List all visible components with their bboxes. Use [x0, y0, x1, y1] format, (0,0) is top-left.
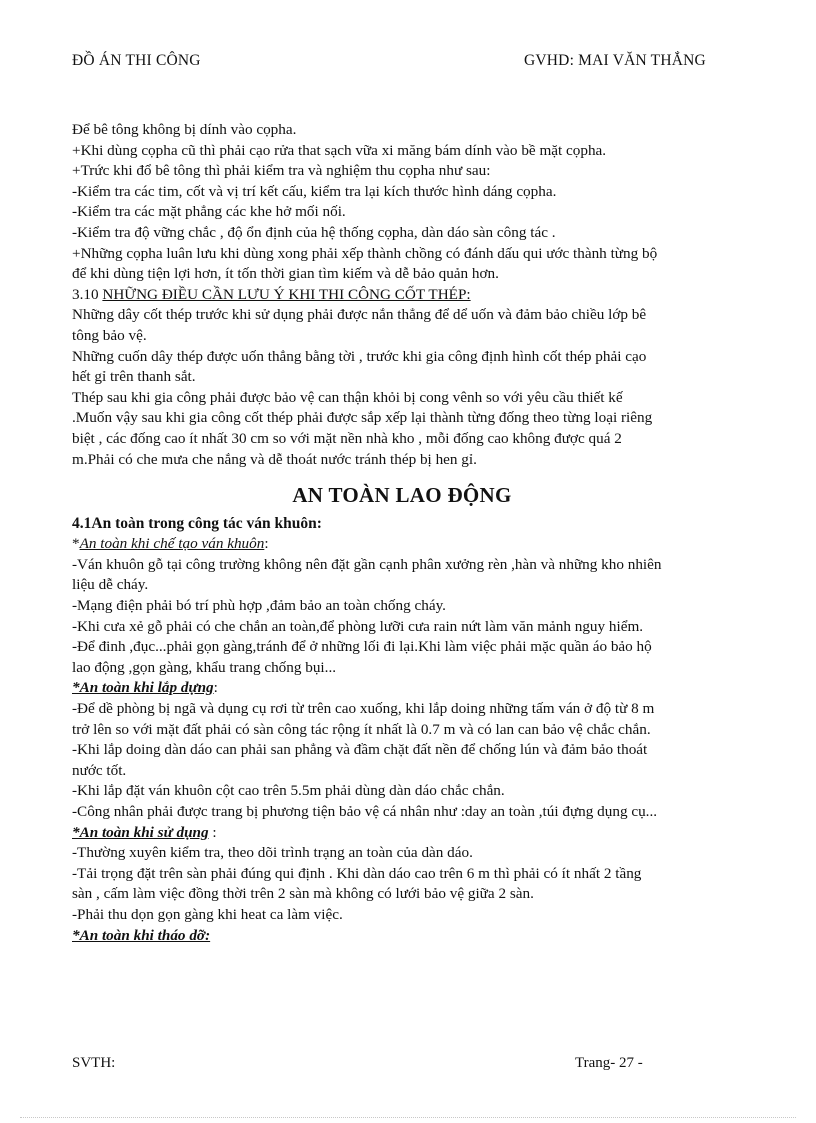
- text-line: Thép sau khi gia công phải được bảo vệ can thận khỏi bị cong vênh so với yêu cầu thiết kế: [72, 388, 623, 406]
- text-line: -Khi lắp doing dàn dáo can phải san phẳng và đầm chặt đất nền để chống lún và đảm bảo thoát: [72, 741, 648, 759]
- section-heading: [72, 285, 732, 306]
- section-formwork: [72, 120, 732, 285]
- text-line: Những dây cốt thép trước khi sử dụng phải được nắn thẳng để dể uốn và đảm bảo chiều lớp bê: [72, 306, 647, 324]
- section-number: 3.10: [72, 285, 103, 303]
- text-line: .Muốn vậy sau khi gia công cốt thép phải được sắp xếp lại thành từng đống theo từng loại riêng: [72, 409, 653, 427]
- text-line: Những cuốn dây thép được uốn thẳng bằng tời , trước khi gia công định hình cốt thép phải cạo: [72, 347, 647, 365]
- text-line: lao động ,gọn gàng, khẩu trang chống bụi...: [72, 658, 337, 676]
- text-line: biệt , các đống cao ít nhất 30 cm so với mặt nền nhà kho , mỗi đống cao không được quá 2: [72, 429, 622, 447]
- item-label-dismantle: *An toàn khi tháo dỡ:: [72, 926, 211, 944]
- item-label-install: *An toàn khi lắp dựng:: [72, 679, 218, 697]
- text-line: tông bảo vệ.: [72, 326, 147, 344]
- text-line: -Ván khuôn gỗ tại công trường không nên đặt gần cạnh phân xưởng rèn ,hàn và những kho nhiên: [72, 555, 662, 573]
- section-steel: [72, 285, 732, 470]
- section-heading-text: NHỮNG ĐIỀU CẦN LƯU Ý KHI THI CÔNG CỐT THÉP:: [102, 285, 471, 303]
- header-right: GVHD: MAI VĂN THẮNG: [524, 52, 706, 69]
- text-line: để khi dùng tiện lợi hơn, ít tốn thời gian tìm kiếm và dễ bảo quản hơn.: [72, 265, 499, 283]
- text-line: -Mạng điện phải bó trí phù hợp ,đảm bảo an toàn chống cháy.: [72, 597, 446, 615]
- text-line: -Phải thu dọn gọn gàng khi heat ca làm việc.: [72, 905, 343, 923]
- subheading: 4.1An toàn trong công tác ván khuôn:: [72, 514, 322, 532]
- text-line: nước tốt.: [72, 761, 127, 779]
- footer-left: SVTH:: [72, 1055, 116, 1071]
- text-line: -Công nhân phải được trang bị phương tiện bảo vệ cá nhân như :day an toàn ,túi đựng dụng cụ...: [72, 803, 658, 820]
- text-line: -Thường xuyên kiểm tra, theo dõi trình trạng an toàn của dàn dáo.: [72, 844, 473, 862]
- text-line: -Để đinh ,đục...phải gọn gàng,tránh để ở những lối đi lại.Khi làm việc phải mặc quần áo bảo hộ: [72, 638, 652, 656]
- page-bottom-rule: [20, 1117, 796, 1118]
- text-line: +Khi dùng cọpha cũ thì phải cạo rửa that sạch vữa xi măng bám dính vào bề mặt cọpha.: [72, 141, 607, 159]
- text-line: m.Phải có che mưa che nắng và dễ thoát nước tránh thép bị hen gỉ.: [72, 450, 477, 468]
- page-number: Trang- 27 -: [575, 1055, 643, 1071]
- text-line: -Khi lắp đặt ván khuôn cột cao trên 5.5m phải dùng dàn dáo chắc chắn.: [72, 782, 505, 800]
- text-line: sàn , cấm làm việc đồng thời trên 2 sàn mà không có lưới bảo vệ giữa 2 sàn.: [72, 885, 534, 903]
- page-title: AN TOÀN LAO ĐỘNG: [292, 483, 512, 508]
- text-line: liệu dễ cháy.: [72, 576, 149, 594]
- text-line: -Khi cưa xẻ gỗ phải có che chắn an toàn,để phòng lưỡi cưa rain nứt làm văn mảnh nguy hiểm.: [72, 617, 644, 635]
- text-line: -Để dề phòng bị ngã và dụng cụ rơi từ trên cao xuống, khi lắp doing những tấm ván ở độ từ 8 m: [72, 700, 655, 718]
- text-line: trở lên so với mặt đất phải có sàn công tác rộng ít nhất là 0.7 m và có lan can bảo vệ chắc chắn.: [72, 720, 651, 738]
- header-left: ĐỒ ÁN THI CÔNG: [72, 52, 201, 69]
- text-line: Để bê tông không bị dính vào cọpha.: [72, 121, 297, 138]
- text-line: hết gỉ trên thanh sắt.: [72, 368, 196, 386]
- text-line: +Trức khi đổ bê tông thì phải kiểm tra và nghiệm thu cọpha như sau:: [72, 162, 491, 180]
- section-safety: [72, 514, 732, 946]
- document-body: [72, 120, 732, 946]
- text-line: -Kiểm tra độ vững chắc , độ ổn định của hệ thống cọpha, dàn dáo sàn công tác .: [72, 223, 556, 241]
- item-label-use: *An toàn khi sử dụng :: [72, 823, 217, 841]
- text-line: -Tải trọng đặt trên sàn phải đúng qui định . Khi dàn dáo cao trên 6 m thì phải có ít nhất 2 tầng: [72, 864, 642, 882]
- text-line: +Những cọpha luân lưu khi dùng xong phải xếp thành chồng có đánh dấu qui ước thành từng bộ: [72, 244, 658, 262]
- item-label-make: *An toàn khi chế tạo ván khuôn:: [72, 535, 269, 553]
- text-line: -Kiểm tra các mặt phẳng các khe hở mối nối.: [72, 203, 346, 221]
- text-line: -Kiểm tra các tim, cốt và vị trí kết cấu, kiểm tra lại kích thước hình dáng cọpha.: [72, 182, 557, 200]
